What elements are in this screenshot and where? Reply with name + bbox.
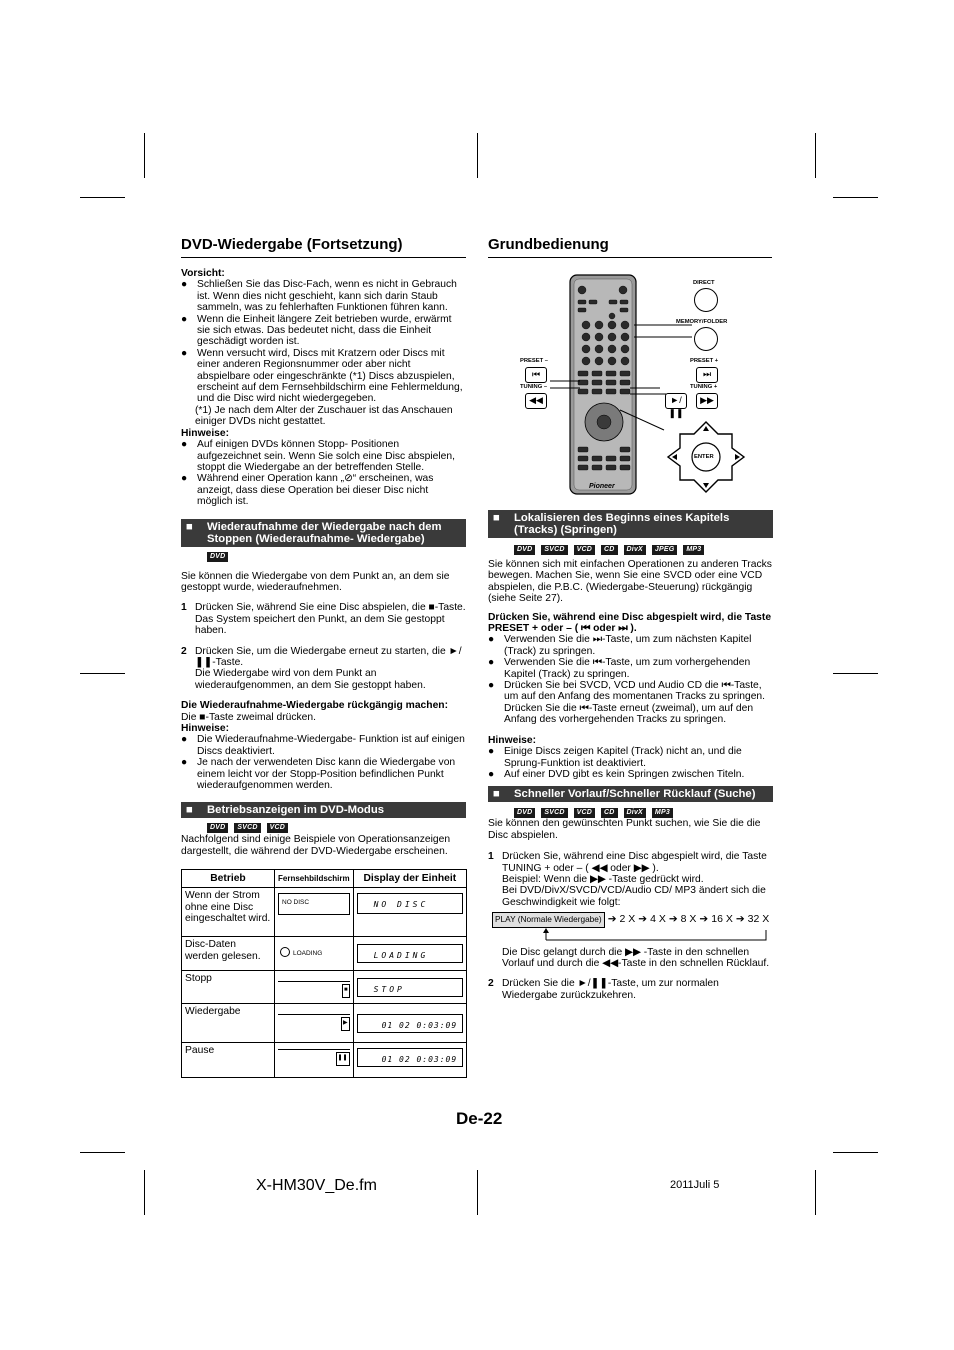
crop-mark bbox=[833, 673, 878, 674]
loop-back-arrow-icon bbox=[538, 928, 770, 942]
speed-value: 8 X bbox=[680, 913, 697, 926]
crop-mark bbox=[477, 1170, 478, 1215]
tuning-plus-button[interactable]: ▶▶ bbox=[696, 393, 718, 409]
disc-tag: DivX bbox=[624, 545, 646, 555]
disc-tag: VCD bbox=[267, 823, 288, 833]
table-header: Display der Einheit bbox=[353, 870, 466, 888]
skip-hinweise-heading: Hinweise: bbox=[488, 734, 537, 746]
disc-tag: DVD bbox=[207, 823, 228, 833]
disc-tag: MP3 bbox=[652, 808, 673, 818]
speed-value: 4 X bbox=[650, 913, 666, 926]
search-section-bar: ■ Schneller Vorlauf/Schneller Rücklauf (Suche) bbox=[488, 786, 773, 802]
tv-screen: NO DISC bbox=[278, 893, 350, 915]
table-cell-lcd bbox=[353, 1043, 466, 1078]
enter-label: ENTER bbox=[694, 454, 714, 460]
disc-tag: SVCD bbox=[541, 808, 567, 818]
table-header: Fernsehbildschirm bbox=[275, 870, 354, 888]
resume-undo-text: Die ■-Taste zweimal drücken. bbox=[181, 711, 316, 723]
skip-hinweise-item: ● Einige Discs zeigen Kapitel (Track) nicht an, und die Sprung-Funktion ist deaktiviert. bbox=[488, 746, 742, 769]
resume-intro: Sie können die Wiedergabe von dem Punkt an, an dem sie gestoppt wurde, wiederaufnehmen. bbox=[181, 570, 450, 593]
table-cell-tv bbox=[275, 971, 354, 1004]
vorsicht-item: ● Wenn die Einheit längere Zeit betrieben wurde, erwärmt sie sich etwas. Das bedeutet nicht, dass die Einheit geschädigt worden ist. bbox=[181, 313, 452, 348]
arrow-right-icon: ➔ bbox=[735, 913, 745, 926]
speed-value: 2 X bbox=[619, 913, 636, 926]
table-row bbox=[182, 937, 467, 971]
left-column bbox=[181, 268, 466, 857]
preset-minus-button[interactable]: ⏮ bbox=[525, 367, 547, 383]
play-normal-box: PLAY (Normale Wiedergabe) bbox=[492, 912, 605, 927]
footer-date: 2011Juli 5 bbox=[670, 1179, 720, 1191]
table-cell-lcd bbox=[353, 971, 466, 1004]
pause-icon: ❚❚ bbox=[336, 1052, 350, 1065]
crop-mark bbox=[477, 133, 478, 178]
resume-step-1: 1 Drücken Sie, während Sie eine Disc abspielen, die ■-Taste. Das System speichert den Punkt, an dem Sie gestoppt haben. bbox=[181, 602, 466, 637]
crop-mark bbox=[815, 1170, 816, 1215]
table-cell-op: Stopp bbox=[182, 971, 275, 1004]
skip-item: ● Drücken Sie bei SVCD, VCD und Audio CD die ⏮-Taste, um auf den Anfang des momentanen Tracks zu springen. Drücken Sie die ⏮-Taste erneut (zweimal), um auf den Anfang des vorhergehenden Tracks zu springen. bbox=[488, 680, 766, 726]
preset-plus-label: PRESET + bbox=[690, 358, 719, 364]
status-intro: Nachfolgend sind einige Beispiele von Operationsanzeigen dargestellt, die während der DVD-Wiedergabe erscheinen. bbox=[181, 834, 451, 857]
memory-folder-label: MEMORY/FOLDER bbox=[676, 319, 728, 325]
table-row bbox=[182, 888, 467, 937]
search-step-2: 2 Drücken Sie die ►/❚❚-Taste, um zur normalen Wiedergabe zurückzukehren. bbox=[488, 978, 719, 1001]
left-title-rule bbox=[181, 257, 466, 258]
vorsicht-heading: Vorsicht: bbox=[181, 268, 225, 279]
table-cell-lcd bbox=[353, 937, 466, 971]
table-cell-tv bbox=[275, 888, 354, 937]
crop-mark bbox=[815, 133, 816, 178]
table-row bbox=[182, 1043, 467, 1078]
unit-display: LOADING bbox=[357, 944, 463, 963]
hinweise-item: ● Während einer Operation kann „⊘“ erscheinen, was anzeigt, dass diese Operation bei dieser Disc nicht möglich ist. bbox=[181, 473, 434, 508]
tuning-minus-button[interactable]: ◀◀ bbox=[525, 393, 547, 409]
right-column bbox=[488, 510, 773, 1001]
skip-instruction: Drücken Sie, während eine Disc abgespielt wird, die Taste PRESET + oder – ( ⏮ oder ⏭ ). bbox=[488, 611, 772, 635]
loading-disc-icon bbox=[280, 947, 290, 957]
unit-display: STOP bbox=[357, 978, 463, 997]
crop-mark bbox=[80, 673, 125, 674]
unit-display: NO DISC bbox=[357, 893, 463, 914]
unit-display: 01 02 0:03:09 bbox=[357, 1014, 463, 1033]
status-section-bar: ■ Betriebsanzeigen im DVD-Modus bbox=[181, 802, 466, 818]
arrow-right-icon: ➔ bbox=[607, 913, 617, 926]
crop-mark bbox=[144, 1170, 145, 1215]
arrow-right-icon: ➔ bbox=[638, 913, 648, 926]
direct-button[interactable] bbox=[694, 288, 718, 312]
table-cell-op: Disc-Daten werden gelesen. bbox=[182, 937, 275, 971]
play-pause-button[interactable]: ►/❚❚ bbox=[665, 393, 687, 409]
tuning-minus-label: TUNING – bbox=[520, 384, 548, 390]
tv-screen: LOADING bbox=[278, 945, 350, 965]
hinweise-item: ● Auf einigen DVDs können Stopp- Positionen aufgezeichnet sein. Wenn Sie solch eine Disc abspielen, stoppt die Wiedergabe an der betreffenden Stelle. bbox=[181, 439, 455, 473]
table-header: Betrieb bbox=[182, 870, 275, 888]
crop-mark bbox=[833, 197, 878, 198]
disc-tag: VCD bbox=[574, 545, 595, 555]
skip-item: ● Verwenden Sie die ⏭-Taste, um zum nächsten Kapitel (Track) zu springen. bbox=[488, 634, 752, 657]
resume-step-2: 2 Drücken Sie, um die Wiedergabe erneut zu starten, die ►/❚❚-Taste. Die Wiedergabe wird von dem Punkt an wiederaufgenommen, an dem Sie gestoppt haben. bbox=[181, 645, 462, 691]
resume-hinweise-heading: Hinweise: bbox=[181, 723, 230, 734]
vorsicht-item: ● Wenn versucht wird, Discs mit Kratzern oder Discs mit einer anderen Regionsnummer oder aber nicht abspielbare oder eingeschränkte (*1) Discs abzuspielen, erscheint auf dem Fernsehbildschirm eine Fehlermeldung, und die Disc wird nicht wiedergegeben. bbox=[181, 347, 463, 405]
right-section-title: Grundbedienung bbox=[488, 236, 609, 253]
disc-tag: CD bbox=[601, 545, 618, 555]
right-title-rule bbox=[488, 257, 772, 258]
tuning-plus-label: TUNING + bbox=[690, 384, 718, 390]
disc-tag: MP3 bbox=[683, 545, 704, 555]
table-cell-op: Pause bbox=[182, 1043, 275, 1078]
disc-tag: DVD bbox=[514, 545, 535, 555]
page-number: De-22 bbox=[456, 1109, 503, 1128]
crop-mark bbox=[80, 1152, 125, 1153]
arrow-right-icon: ➔ bbox=[668, 913, 678, 926]
footer-filename: X-HM30V_De.fm bbox=[256, 1177, 377, 1194]
crop-mark bbox=[833, 1152, 878, 1153]
left-section-title: DVD-Wiedergabe (Fortsetzung) bbox=[181, 236, 403, 253]
table-row bbox=[182, 971, 467, 1004]
hinweise-heading: Hinweise: bbox=[181, 427, 230, 439]
memory-folder-button[interactable] bbox=[694, 327, 718, 351]
vorsicht-item: ● Schließen Sie das Disc-Fach, wenn es nicht in Gebrauch ist. Wenn dies nicht geschieht, kann sich darin Staub sammeln, was zu fehlerhaften Funktionen führen kann. bbox=[181, 279, 457, 314]
table-row bbox=[182, 1004, 467, 1043]
table-cell-tv bbox=[275, 1004, 354, 1043]
unit-display: 01 02 0:03:09 bbox=[357, 1048, 463, 1067]
search-intro: Sie können den gewünschten Punkt suchen, wie Sie die die Disc abspielen. bbox=[488, 818, 761, 841]
brand-logo: Pioneer bbox=[589, 483, 615, 490]
status-disc-tags bbox=[207, 823, 466, 833]
disc-tag: DivX bbox=[624, 808, 646, 818]
search-after: Die Disc gelangt durch die ▶▶ -Taste in den schnellen Vorlauf und durch die ◀◀-Taste in den schnellen Rücklauf. bbox=[502, 946, 770, 969]
skip-hinweise-item: ● Auf einer DVD gibt es kein Springen zwischen Titeln. bbox=[488, 768, 745, 780]
direct-label: DIRECT bbox=[693, 280, 715, 286]
resume-disc-tags bbox=[207, 552, 466, 562]
vorsicht-footnote: (*1) Je nach dem Alter der Zuschauer ist das Anschauen einiger DVDs nicht gestattet. bbox=[195, 404, 453, 428]
search-step-1: 1 Drücken Sie, während eine Disc abgespielt wird, die Taste TUNING + oder – ( ◀◀ oder ▶▶ ). Beispiel: Wenn die ▶▶ -Taste gedrückt wird. Bei DVD/DivX/SVCD/VCD/Audio CD/ MP3 ändert sich die Geschwindigkeit wie folgt: bbox=[488, 851, 767, 908]
skip-item: ● Verwenden Sie die ⏮-Taste, um zum vorhergehenden Kapitel (Track) zu springen. bbox=[488, 657, 751, 680]
skip-intro: Sie können sich mit einfachen Operationen zu anderen Tracks bewegen. Machen Sie, wenn Sie eine SVCD oder eine VCD abspielen, die P.B.C. (Wiedergabe-Steuerung) rückgängig (siehe Seite 27). bbox=[488, 559, 772, 605]
crop-mark bbox=[80, 197, 125, 198]
search-disc-tags bbox=[514, 808, 773, 818]
disc-tag: VCD bbox=[574, 808, 595, 818]
disc-tag: SVCD bbox=[541, 545, 567, 555]
disc-tag: SVCD bbox=[234, 823, 260, 833]
disc-tag: JPEG bbox=[652, 545, 677, 555]
speed-sequence bbox=[492, 912, 773, 927]
table-cell-tv bbox=[275, 937, 354, 971]
disc-tag: DVD bbox=[207, 552, 228, 562]
resume-hinweise-item: ● Je nach der verwendeten Disc kann die Wiedergabe von einem leicht vor der Stopp-Position befindlichen Punkt wiederaufgenommen werden. bbox=[181, 757, 456, 792]
resume-undo-heading: Die Wiederaufnahme-Wiedergabe rückgängig machen: bbox=[181, 700, 449, 712]
table-cell-lcd bbox=[353, 1004, 466, 1043]
table-cell-op: Wiedergabe bbox=[182, 1004, 275, 1043]
preset-plus-button[interactable]: ⏭ bbox=[696, 367, 718, 383]
play-icon: ▶ bbox=[341, 1017, 350, 1030]
resume-section-bar: ■ Wiederaufnahme der Wiedergabe nach dem Stoppen (Wiederaufnahme- Wiedergabe) bbox=[181, 519, 466, 547]
status-table bbox=[181, 869, 467, 1078]
skip-section-bar: ■ Lokalisieren des Beginns eines Kapitels (Tracks) (Springen) bbox=[488, 510, 773, 538]
speed-value: 16 X bbox=[711, 913, 733, 926]
disc-tag: DVD bbox=[514, 808, 535, 818]
crop-mark bbox=[144, 133, 145, 178]
table-cell-tv bbox=[275, 1043, 354, 1078]
stop-icon: ■ bbox=[342, 984, 350, 997]
table-cell-op: Wenn der Strom ohne eine Disc eingeschaltet wird. bbox=[182, 888, 275, 937]
disc-tag: CD bbox=[601, 808, 618, 818]
table-cell-lcd bbox=[353, 888, 466, 937]
skip-disc-tags bbox=[514, 545, 773, 555]
resume-hinweise-item: ● Die Wiederaufnahme-Wiedergabe- Funktion ist auf einigen Discs deaktiviert. bbox=[181, 734, 465, 757]
speed-value: 32 X bbox=[747, 913, 770, 926]
remote-illustration bbox=[488, 270, 772, 496]
arrow-right-icon: ➔ bbox=[699, 913, 709, 926]
preset-minus-label: PRESET – bbox=[520, 358, 549, 364]
table-header-row bbox=[182, 870, 467, 888]
